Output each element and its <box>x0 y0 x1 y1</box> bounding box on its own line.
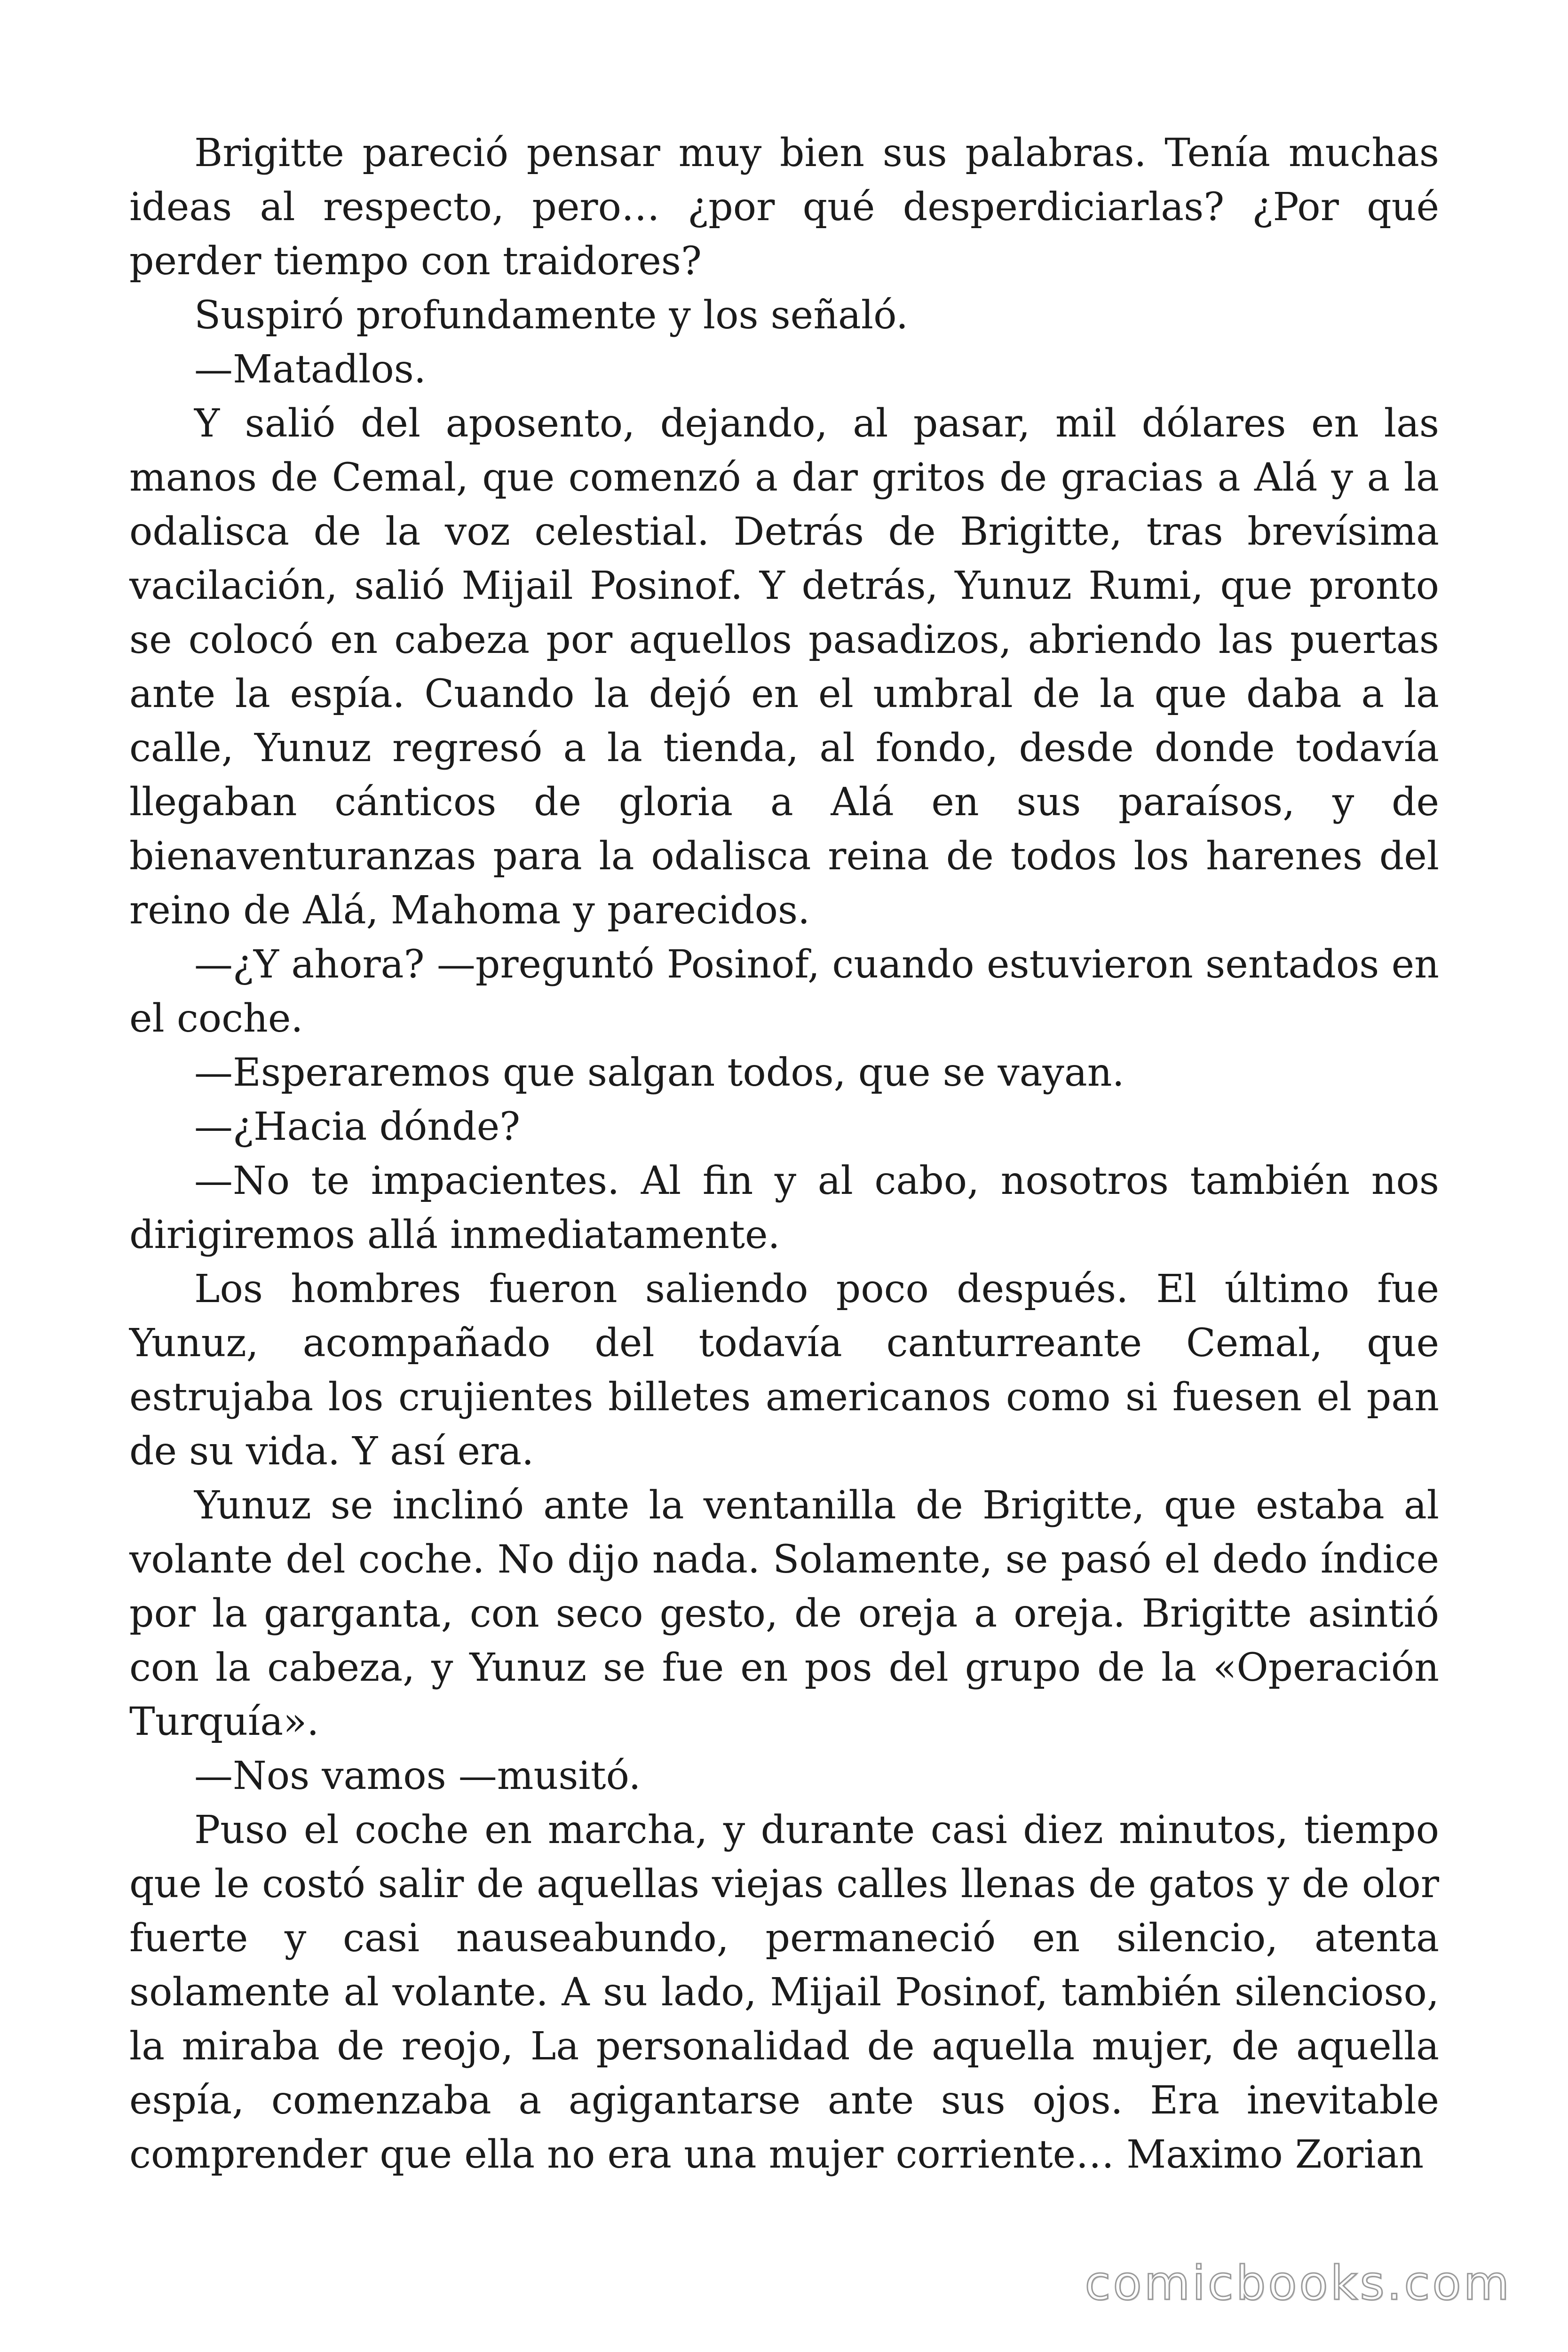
paragraph: —No te impacientes. Al fin y al cabo, nosotros también nos dirigiremos allá inmediatamente. <box>129 1159 1439 1257</box>
paragraph: —Matadlos. <box>194 347 426 392</box>
paragraph: —Esperaremos que salgan todos, que se vayan. <box>194 1050 1125 1095</box>
paragraph: —¿Hacia dónde? <box>194 1104 521 1149</box>
paragraph: Suspiró profundamente y los señaló. <box>194 293 909 338</box>
paragraph: Yunuz se inclinó ante la ventanilla de Brigitte, que estaba al volante del coche. No dijo nada. Solamente, se pasó el dedo índice por la garganta, con seco gesto, de oreja a oreja. Brigitte asintió con la cabeza, y Yunuz se fue en pos del grupo de la «Operación Turquía». <box>129 1483 1439 1744</box>
paragraph: —Nos vamos —musitó. <box>194 1754 641 1798</box>
paragraph: Puso el coche en marcha, y durante casi diez minutos, tiempo que le costó salir de aquellas viejas calles llenas de gatos y de olor fuerte y casi nauseabundo, permaneció en silencio, atenta solamente al volante. A su lado, Mijail Posinof, también silencioso, la miraba de reojo, La personalidad de aquella mujer, de aquella espía, comenzaba a agigantarse ante sus ojos. Era inevitable comprender que ella no era una mujer corriente… Maximo Zorian <box>129 1808 1439 2177</box>
paragraph: Brigitte pareció pensar muy bien sus palabras. Tenía muchas ideas al respecto, pero… ¿por qué desperdiciarlas? ¿Por qué perder tiempo con traidores? <box>129 131 1439 284</box>
watermark: comicbooks.com <box>1085 2256 1512 2311</box>
body-text <box>129 126 1439 2182</box>
paragraph: Y salió del aposento, dejando, al pasar, mil dólares en las manos de Cemal, que comenzó a dar gritos de gracias a Alá y a la odalisca de la voz celestial. Detrás de Brigitte, tras brevísima vacilación, salió Mijail Posinof. Y detrás, Yunuz Rumi, que pronto se colocó en cabeza por aquellos pasadizos, abriendo las puertas ante la espía. Cuando la dejó en el umbral de la que daba a la calle, Yunuz regresó a la tienda, al fondo, desde donde todavía llegaban cánticos de gloria a Alá en sus paraísos, y de bienaventuranzas para la odalisca reina de todos los harenes del reino de Alá, Mahoma y parecidos. <box>129 401 1439 933</box>
paragraph: —¿Y ahora? —preguntó Posinof, cuando estuvieron sentados en el coche. <box>129 942 1439 1041</box>
paragraph: Los hombres fueron saliendo poco después. El último fue Yunuz, acompañado del todavía canturreante Cemal, que estrujaba los crujientes billetes americanos como si fuesen el pan de su vida. Y así era. <box>129 1267 1439 1474</box>
